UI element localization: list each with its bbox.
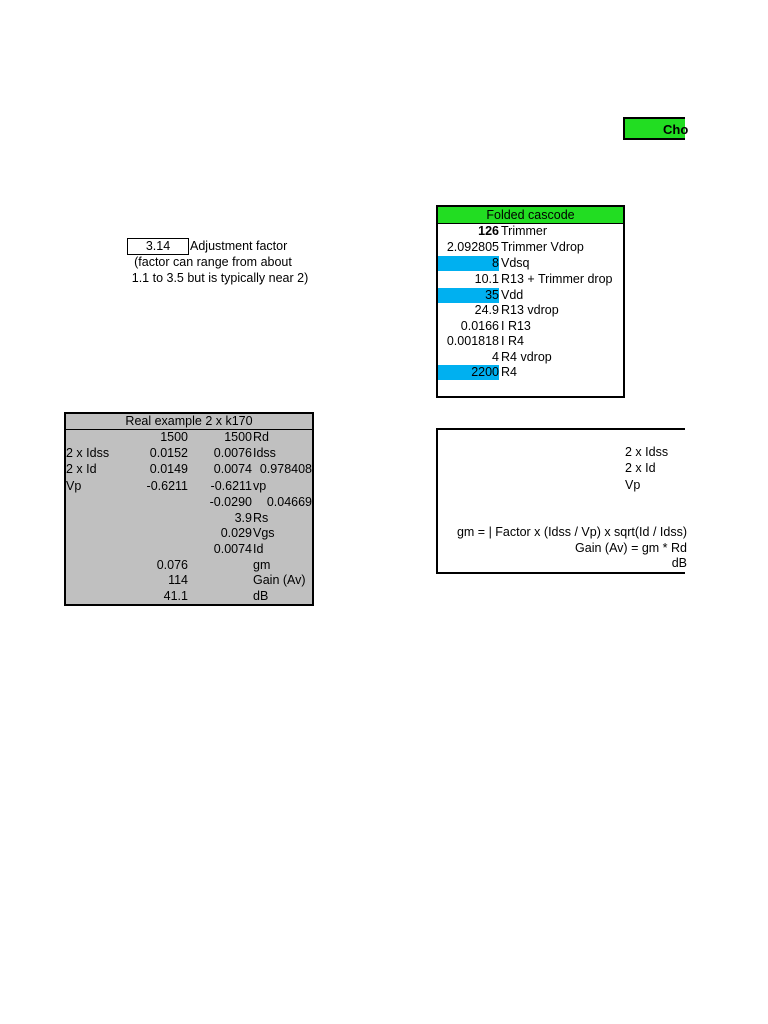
idss-label: Idss (253, 446, 276, 460)
adjustment-factor-label: Adjustment factor (190, 239, 288, 253)
trimmer-vdrop-value: 2.092805 (446, 240, 499, 254)
id-result-value: 0.0074 (213, 542, 252, 556)
vgs-value: 0.029 (220, 526, 252, 540)
header-cell-green (623, 117, 689, 140)
id-value-c: 0.0074 (213, 462, 252, 476)
vdsq-label: Vdsq (501, 256, 530, 270)
r13-trimmer-drop-value: 10.1 (474, 272, 499, 286)
gain-value: 114 (168, 573, 188, 587)
vdd-label: Vdd (501, 288, 524, 302)
trimmer-label: Trimmer (501, 224, 548, 238)
r4-value[interactable]: 2200 (471, 365, 499, 379)
db-label: dB (253, 589, 269, 603)
i-r13-value: 0.0166 (460, 319, 499, 333)
r13-vdrop-value: 24.9 (474, 303, 499, 317)
r4-vdrop-label: R4 vdrop (501, 350, 552, 364)
formula-vp-label: Vp (625, 478, 641, 492)
intermediate-value-c: -0.0290 (209, 495, 252, 509)
db-value: 41.1 (163, 589, 188, 603)
vgs-label: Vgs (253, 526, 275, 540)
id-value-b: 0.0149 (149, 462, 188, 476)
r13-vdrop-label: R13 vdrop (501, 303, 559, 317)
real-example-title: Real example 2 x k170 (66, 414, 312, 430)
gm-formula: gm = | Factor x (Idss / Vp) x sqrt(Id / Idss) (456, 525, 687, 539)
id-row-label: 2 x Id (66, 462, 97, 476)
vdd-value[interactable]: 35 (485, 288, 499, 302)
i-r13-label: I R13 (501, 319, 531, 333)
rs-value: 3.9 (234, 511, 252, 525)
gain-label: Gain (Av) (253, 573, 306, 587)
r4-label: R4 (501, 365, 517, 379)
trimmer-vdrop-label: Trimmer Vdrop (501, 240, 584, 254)
rd-label: Rd (253, 430, 269, 444)
adjustment-note-line1: (factor can range from about (134, 255, 292, 269)
vdsq-value[interactable]: 8 (492, 256, 499, 270)
folded-cascode-panel (436, 205, 625, 398)
formula-idss-label: 2 x Idss (625, 445, 669, 459)
vp-label: vp (253, 479, 267, 493)
vp-row-label: Vp (66, 479, 82, 493)
rs-label: Rs (253, 511, 269, 525)
formula-db-label: dB (671, 556, 687, 570)
adjustment-note-line2: 1.1 to 3.5 but is typically near 2) (131, 271, 309, 285)
folded-cascode-title: Folded cascode (438, 207, 623, 224)
formula-id-label: 2 x Id (625, 461, 656, 475)
idss-value-c: 0.0076 (213, 446, 252, 460)
vp-value-b: -0.6211 (146, 479, 188, 493)
adjustment-factor-input[interactable]: 3.14 (127, 238, 189, 255)
r4-vdrop-value: 4 (492, 350, 499, 364)
gain-formula: Gain (Av) = gm * Rd (575, 541, 687, 555)
header-cell-label: Cho (663, 122, 689, 137)
rd-value-c: 1500 (224, 430, 252, 444)
id-result-label: Id (253, 542, 264, 556)
rd-value-b: 1500 (160, 430, 188, 444)
trimmer-value[interactable]: 126 (478, 224, 499, 238)
real-example-panel (64, 412, 314, 606)
i-r4-value: 0.001818 (446, 334, 499, 348)
idss-row-label: 2 x Idss (66, 446, 110, 460)
i-r4-label: I R4 (501, 334, 524, 348)
vp-value-c: -0.6211 (210, 479, 252, 493)
id-ratio-value: 0.978408 (259, 462, 312, 476)
idss-value-b: 0.0152 (149, 446, 188, 460)
gm-value: 0.076 (156, 558, 188, 572)
gm-label: gm (253, 558, 271, 572)
intermediate-value-d: 0.04669 (266, 495, 312, 509)
formula-panel (436, 428, 685, 574)
r13-trimmer-drop-label: R13 + Trimmer drop (501, 272, 613, 286)
